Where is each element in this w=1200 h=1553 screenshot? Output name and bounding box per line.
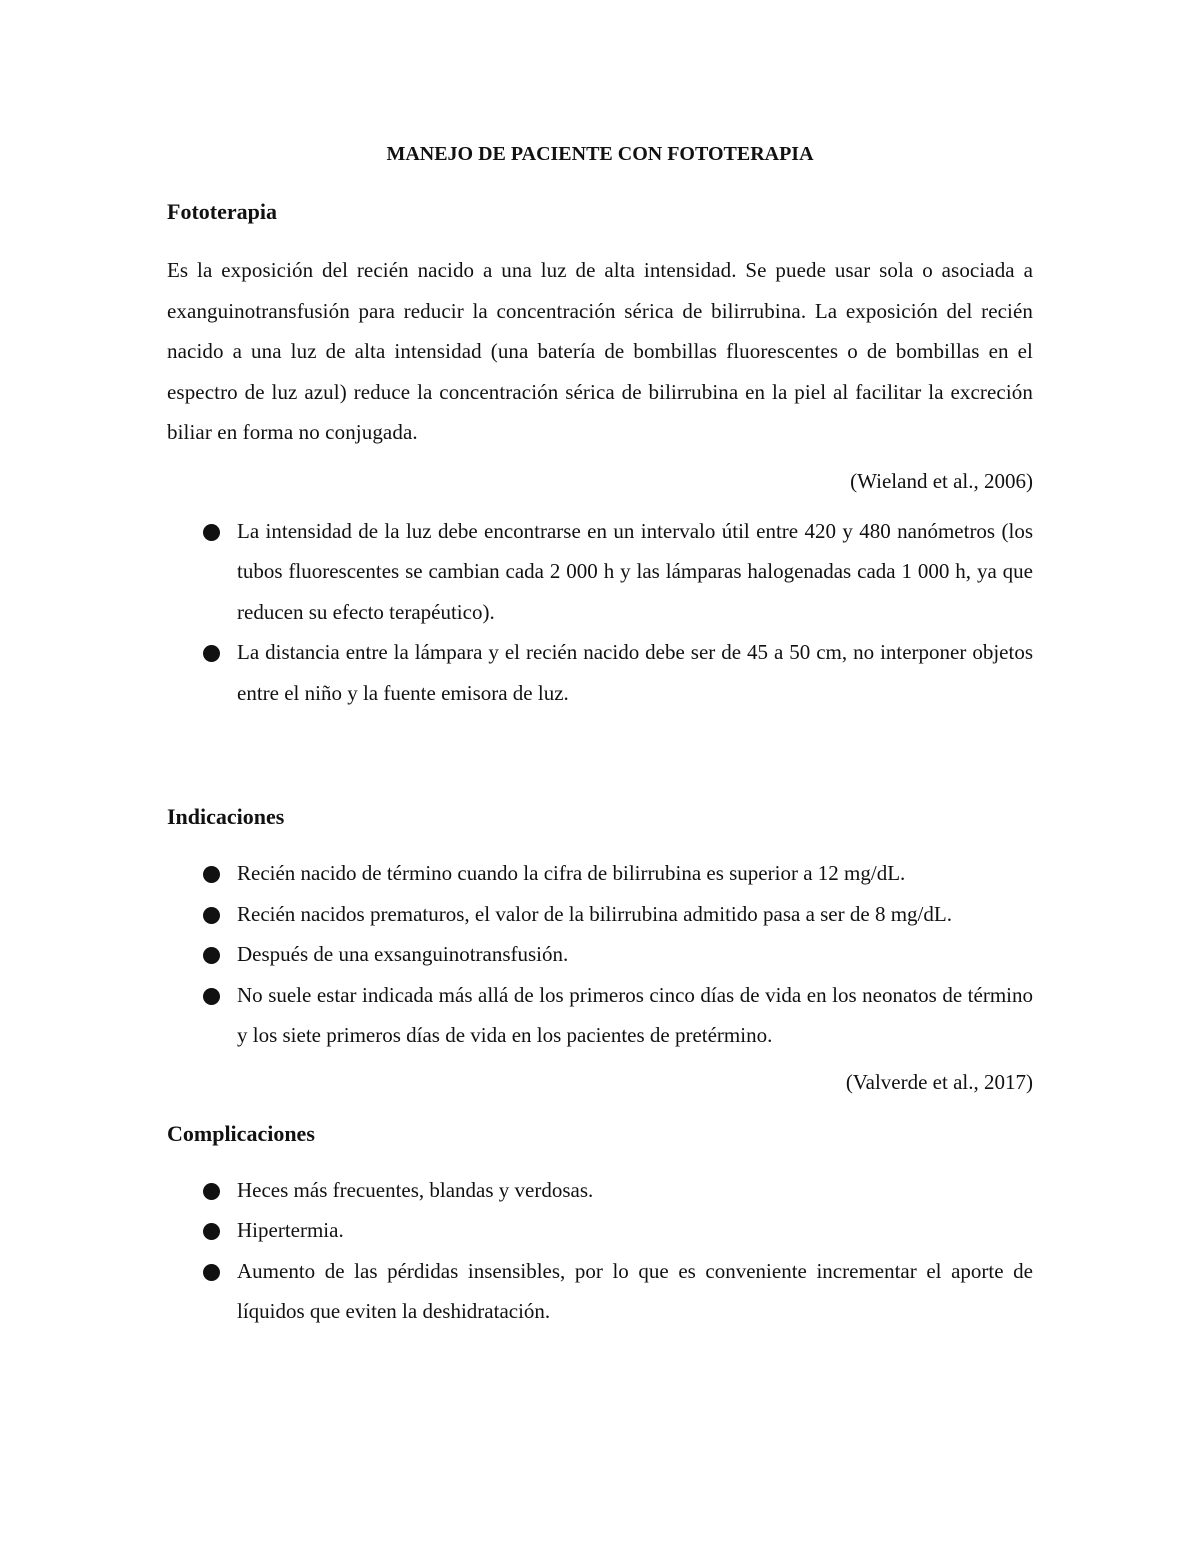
list-item-text: Hipertermia. — [237, 1218, 344, 1242]
indicaciones-bullet-list — [167, 853, 1033, 1056]
list-item — [167, 934, 1033, 975]
document-title: MANEJO DE PACIENTE CON FOTOTERAPIA — [386, 143, 814, 165]
list-item — [167, 511, 1033, 633]
bullet-icon — [203, 1183, 220, 1200]
list-item — [167, 975, 1033, 1056]
bullet-icon — [203, 988, 220, 1005]
bullet-icon — [203, 1264, 220, 1281]
section-heading-complicaciones: Complicaciones — [167, 1120, 315, 1146]
bullet-icon — [203, 1223, 220, 1240]
list-item-text: Heces más frecuentes, blandas y verdosas. — [237, 1177, 594, 1202]
list-item — [167, 853, 1033, 894]
list-item-text: La intensidad de la luz debe encontrarse en un intervalo útil entre 420 y 480 nanómetros (los tubos fluorescentes se cambian cada 2 000 h y las lámparas halogenadas cada 1 000 h, ya que reducen su efecto terapéutico). — [237, 518, 1033, 624]
citation-wieland: (Wieland et al., 2006) — [850, 468, 1033, 493]
document-body — [167, 138, 1033, 1332]
bullet-icon — [203, 866, 220, 883]
list-item-text: Recién nacido de término cuando la cifra de bilirrubina es superior a 12 mg/dL. — [237, 861, 906, 885]
bullet-icon — [203, 645, 220, 662]
fototerapia-paragraph: Es la exposición del recién nacido a una luz de alta intensidad. Se puede usar sola o asociada a exanguinotransfusión para reducir la concentración sérica de bilirrubina. La exposición del recién nacido a una luz de alta intensidad (una batería de bombillas fluorescentes o de bombillas en el espectro de luz azul) reduce la concentración sérica de bilirrubina en la piel al facilitar la excreción biliar en forma no conjugada. — [167, 258, 1033, 444]
list-item-text: Recién nacidos prematuros, el valor de la bilirrubina admitido pasa a ser de 8 mg/dL. — [237, 901, 952, 926]
list-item-text: Aumento de las pérdidas insensibles, por lo que es conveniente incrementar el aporte de líquidos que eviten la deshidratación. — [237, 1258, 1033, 1323]
list-item — [167, 1170, 1033, 1211]
section-heading-indicaciones: Indicaciones — [167, 804, 285, 829]
list-item-text: Después de una exsanguinotransfusión. — [237, 942, 569, 966]
list-item — [167, 1251, 1033, 1332]
section-heading-fototerapia: Fototerapia — [167, 199, 277, 224]
bullet-icon — [203, 947, 220, 964]
list-item — [167, 632, 1033, 713]
complicaciones-bullet-list — [167, 1170, 1033, 1332]
list-item — [167, 1210, 1033, 1251]
bullet-icon — [203, 524, 220, 541]
list-item-text: No suele estar indicada más allá de los primeros cinco días de vida en los neonatos de término y los siete primeros días de vida en los pacientes de pretérmino. — [237, 982, 1033, 1047]
fototerapia-bullet-list — [167, 511, 1033, 714]
citation-valverde: (Valverde et al., 2017) — [845, 1069, 1033, 1094]
list-item — [167, 894, 1033, 935]
list-item-text: La distancia entre la lámpara y el recién nacido debe ser de 45 a 50 cm, no interponer objetos entre el niño y la fuente emisora de luz. — [237, 640, 1033, 705]
bullet-icon — [203, 907, 220, 924]
